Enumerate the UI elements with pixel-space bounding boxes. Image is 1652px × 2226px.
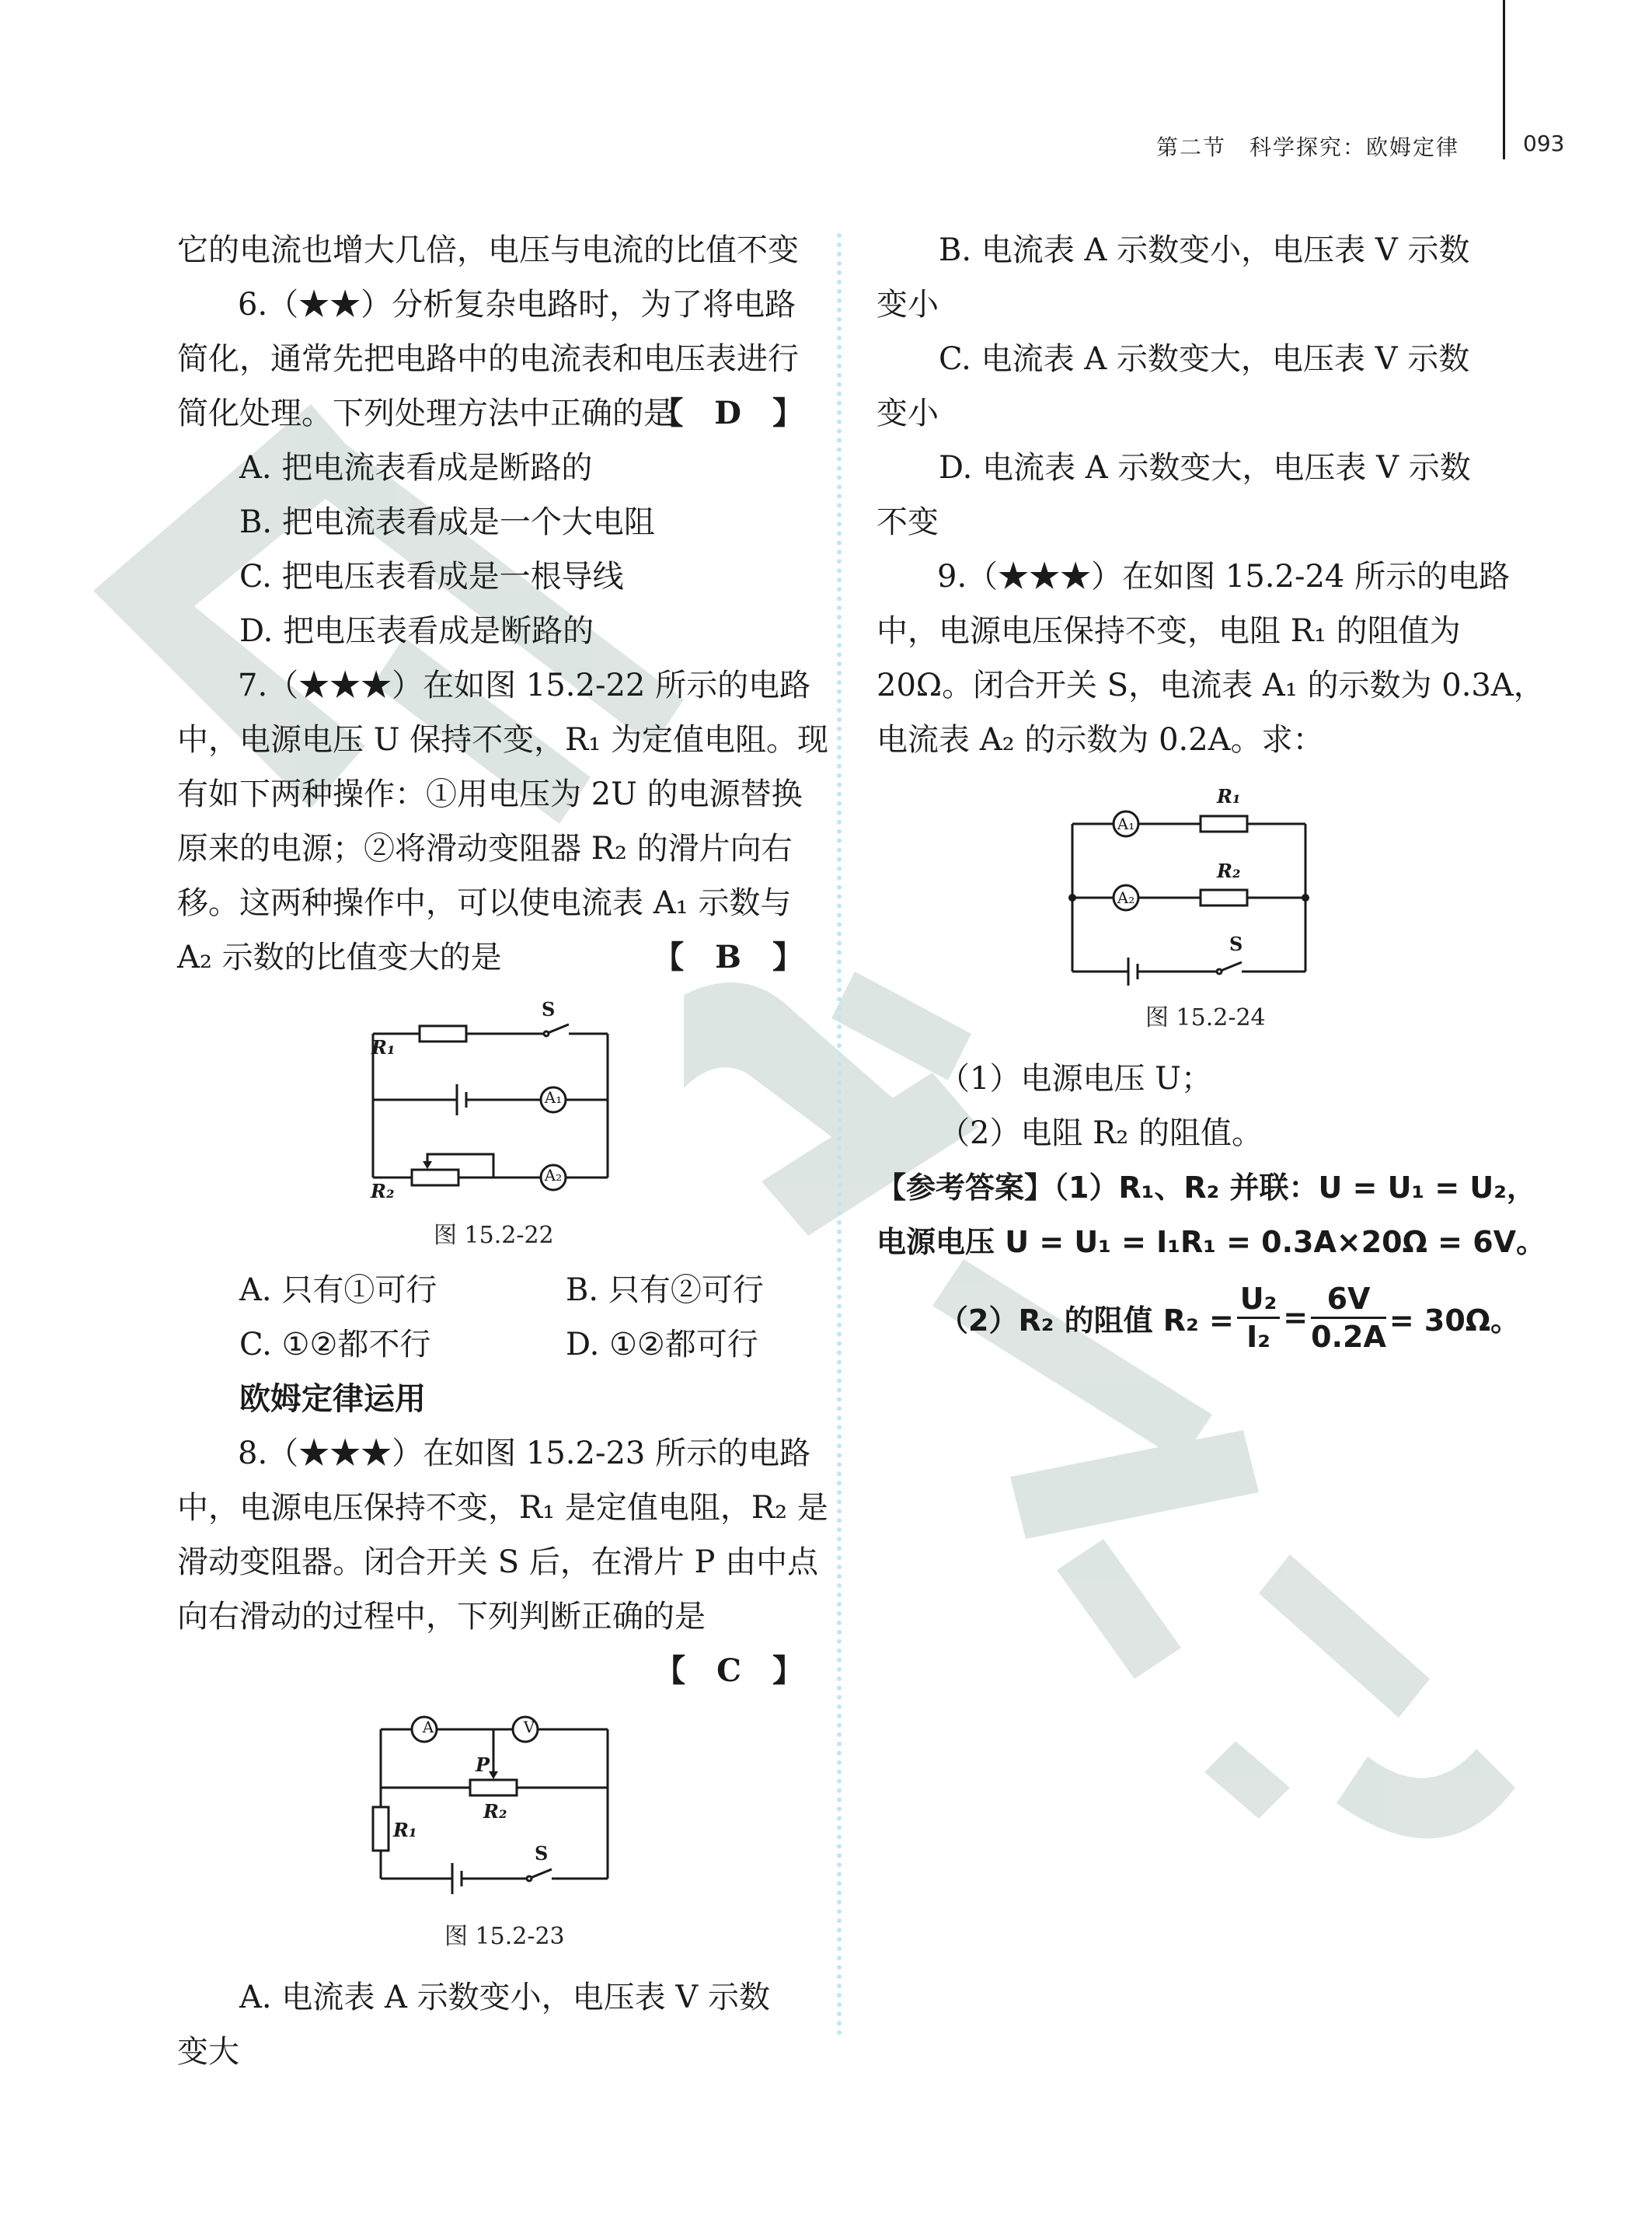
q6-line-3 [177,390,803,437]
fig24-s-label: S [1229,933,1243,955]
q9-line-1: 9.（★★★）在如图 15.2-24 所示的电路 [937,559,1511,595]
q6-option-d: D. 把电压表看成是断路的 [239,613,594,649]
q7-line-1: 7.（★★★）在如图 15.2-22 所示的电路 [238,668,811,703]
equals-sign: = [1283,1300,1309,1335]
fig24-a1-label: A₁ [1117,815,1135,833]
q6-option-c: C. 把电压表看成是一根导线 [239,559,624,595]
frac1-numerator: U₂ [1237,1281,1281,1319]
fig23-ammeter-label: A [422,1718,434,1736]
q7-option-c: C. ①②都不行 [239,1327,431,1362]
fig23-r1-label: R₁ [393,1819,417,1841]
q9-answer-line-1: 【参考答案】（1）R₁、R₂ 并联：U = U₁ = U₂， [877,1171,1536,1205]
column-divider [837,233,842,2036]
fig22-r1-label: R₁ [371,1036,396,1059]
q6-option-b: B. 把电流表看成是一个大电阻 [239,504,655,540]
q9-answer-part-2 [939,1275,1520,1360]
q6-line-2: 简化，通常先把电路中的电流表和电压表进行 [177,341,799,377]
carry-over-line: 它的电流也增大几倍，电压与电流的比值不变 [177,232,799,268]
fig23-voltmeter-label: V [523,1718,535,1736]
q7-line-6 [177,934,803,981]
fig23-s-label: S [535,1842,549,1865]
q9-answer2-prefix: （2）R₂ 的阻值 R₂ = [939,1303,1234,1338]
fig22-caption: 图 15.2-22 [434,1222,554,1249]
fig22-r2-label: R₂ [371,1180,395,1202]
q9-subquestion-1: （1）电源电压 U； [939,1061,1212,1097]
fig24-caption: 图 15.2-24 [1145,1004,1266,1031]
q8-option-a-line-1: A. 电流表 A 示数变小，电压表 V 示数 [239,1980,770,2015]
q7-option-b: B. 只有②可行 [566,1272,764,1308]
q8-answer: 【 C 】 [654,1652,803,1689]
q7-line-4: 原来的电源；②将滑动变阻器 R₂ 的滑片向右 [177,831,793,867]
q9-answer-line-2: 电源电压 U = U₁ = I₁R₁ = 0.3A×20Ω = 6V。 [877,1225,1546,1259]
q8-option-a-line-2: 变大 [177,2034,239,2070]
q7-line-6-text: A₂ 示数的比值变大的是 [177,940,502,975]
q7-line-5: 移。这两种操作中，可以使电流表 A₁ 示数与 [177,885,792,921]
q8-option-c-line-2: 变小 [877,396,939,431]
q9-line-2: 中，电源电压保持不变，电阻 R₁ 的阻值为 [877,613,1461,649]
q8-line-1: 8.（★★★）在如图 15.2-23 所示的电路 [238,1436,811,1471]
fig23-p-label: P [476,1753,490,1776]
q8-option-c-line-1: C. 电流表 A 示数变大，电压表 V 示数 [939,341,1470,377]
q8-option-b-line-2: 变小 [877,287,939,323]
q8-option-d-line-2: 不变 [877,504,939,540]
q9-answer2-suffix: = 30Ω。 [1389,1303,1521,1338]
q7-line-2: 中，电源电压 U 保持不变，R₁ 为定值电阻。现 [177,722,829,758]
fig24-r1-label: R₁ [1217,785,1241,808]
fig22-a1-label: A₁ [544,1088,563,1107]
q6-line-1: 6.（★★）分析复杂电路时，为了将电路 [238,287,796,323]
q6-option-a: A. 把电流表看成是断路的 [239,450,593,486]
q8-line-4: 向右滑动的过程中，下列判断正确的是 [177,1599,706,1635]
circuit-figure-15-2-22 [357,1003,622,1212]
q7-answer: 【 B 】 [653,939,803,975]
fig22-a2-label: A₂ [544,1166,563,1185]
circuit-figure-15-2-24 [1065,785,1321,987]
fraction-6v-over-0.2a [1311,1281,1386,1355]
q8-option-b-line-1: B. 电流表 A 示数变小，电压表 V 示数 [939,232,1470,268]
fig23-caption: 图 15.2-23 [444,1923,565,1950]
frac2-numerator: 6V [1311,1281,1386,1319]
q8-answer-line [177,1648,803,1694]
subheading-ohm-law-application: 欧姆定律运用 [239,1381,426,1417]
q6-line-3-text: 简化处理。下列处理方法中正确的是 [177,396,674,431]
section-title: 第二节 科学探究：欧姆定律 [1156,134,1460,160]
fig23-r2-label: R₂ [483,1800,507,1823]
q9-line-3: 20Ω。闭合开关 S，电流表 A₁ 的示数为 0.3A， [877,668,1545,703]
fraction-u2-over-i2 [1237,1281,1281,1355]
q6-answer: 【 D 】 [652,395,803,431]
q7-option-a: A. 只有①可行 [239,1272,437,1308]
q7-option-d: D. ①②都可行 [566,1327,758,1362]
page-number: 093 [1523,131,1565,156]
fig24-r2-label: R₂ [1217,860,1241,882]
q8-option-d-line-1: D. 电流表 A 示数变大，电压表 V 示数 [939,450,1471,486]
q7-line-3: 有如下两种操作：①用电压为 2U 的电源替换 [177,776,803,812]
q8-line-2: 中，电源电压保持不变，R₁ 是定值电阻，R₂ 是 [177,1490,828,1526]
fig22-s-label: S [542,998,556,1021]
fig24-a2-label: A₂ [1117,888,1135,907]
q9-subquestion-2: （2）电阻 R₂ 的阻值。 [939,1115,1263,1151]
q8-line-3: 滑动变阻器。闭合开关 S 后，在滑片 P 由中点 [177,1544,819,1580]
frac1-denominator: I₂ [1246,1319,1270,1354]
q9-line-4: 电流表 A₂ 的示数为 0.2A。求： [877,722,1324,758]
frac2-denominator: 0.2A [1311,1319,1386,1354]
